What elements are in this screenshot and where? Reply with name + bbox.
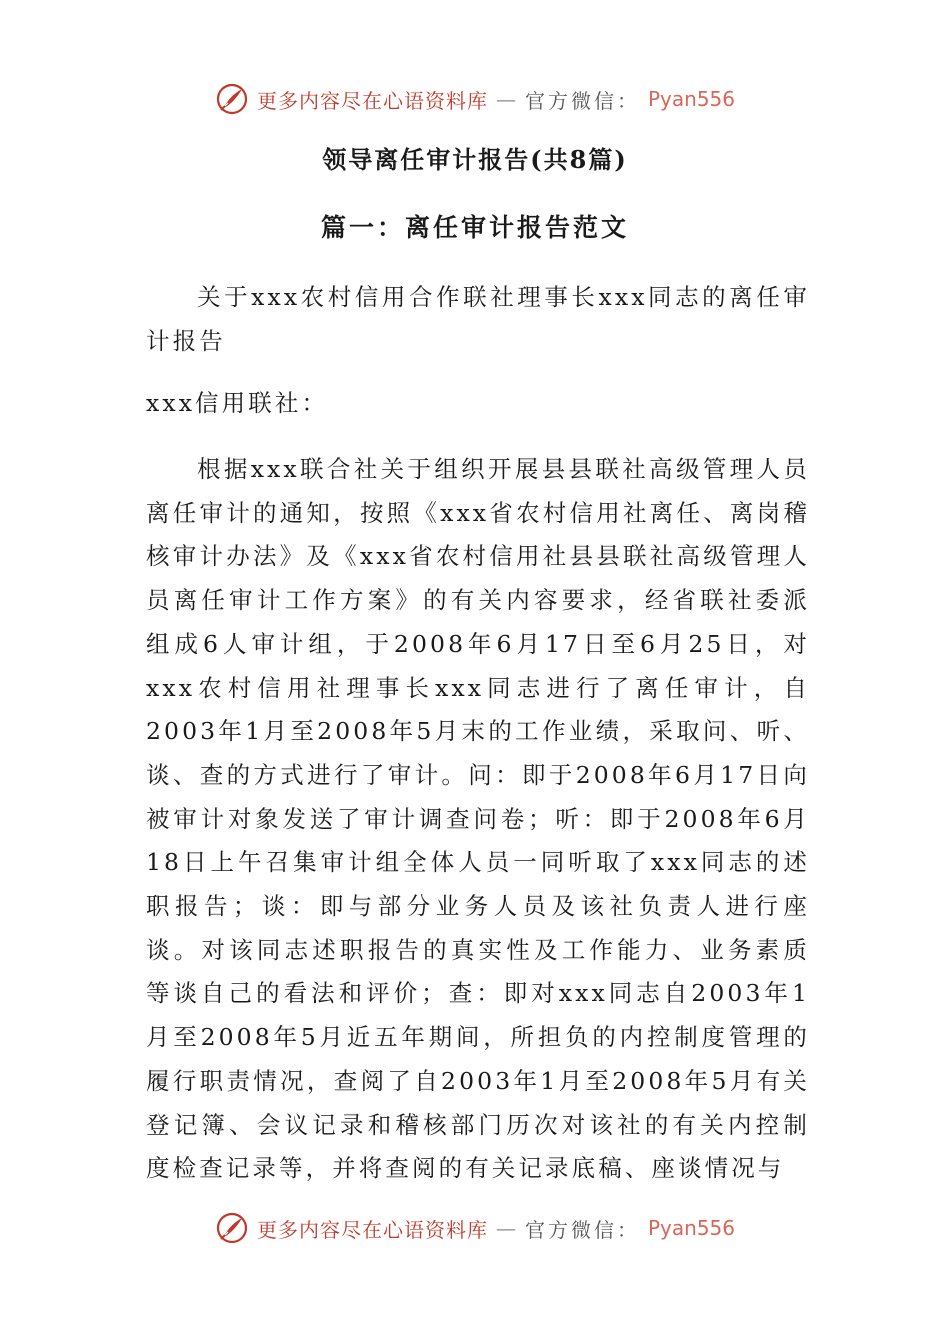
watermark-main-text: 更多内容尽在心语资料库 (256, 88, 488, 113)
document-title: 领导离任审计报告(共8篇) (322, 145, 628, 174)
quill-pen-logo-icon (215, 1211, 249, 1245)
report-subject: 关于xxx农村信用合作联社理事长xxx同志的离任审计报告 (146, 283, 810, 355)
watermark-header (0, 82, 950, 116)
watermark-wechat-label: 官方微信： (524, 1217, 640, 1242)
report-addressee: xxx信用联社： (146, 389, 329, 417)
watermark-dash: — (495, 87, 517, 111)
watermark-wechat-id: Pyan556 (647, 1216, 735, 1240)
watermark-wechat-id: Pyan556 (647, 87, 735, 111)
section-title: 篇一：离任审计报告范文 (320, 213, 629, 242)
watermark-dash: — (495, 1216, 517, 1240)
quill-pen-logo-icon (215, 82, 249, 116)
watermark-main-text: 更多内容尽在心语资料库 (256, 1217, 488, 1242)
watermark-wechat-label: 官方微信： (524, 88, 640, 113)
report-body-paragraph: 根据xxx联合社关于组织开展县县联社高级管理人员离任审计的通知，按照《xxx省农村信用社离任、离岗稽核审计办法》及《xxx省农村信用社县县联社高级管理人员离任审计工作方案》的有关内容要求，经省联社委派组成6人审计组，于2008年6月17日至6月25日，对xxx农村信用社理事长xxx同志进行了离任审计，自2003年1月至2008年5月末的工作业绩，采取问、听、谈、查的方式进行了审计。问：即于2008年6月17日向被审计对象发送了审计调查问卷；听：即于2008年6月18日上午召集审计组全体人员一同听取了xxx同志的述职报告；谈：即与部分业务人员及该社负责人进行座谈。对该同志述职报告的真实性及工作能力、业务素质等谈自己的看法和评价；查：即对xxx同志自2003年1月至2008年5月近五年期间，所担负的内控制度管理的履行职责情况，查阅了自2003年1月至2008年5月有关登记簿、会议记录和稽核部门历次对该社的有关内控制度检查记录等，并将查阅的有关记录底稿、座谈情况与 (146, 455, 810, 1183)
watermark-footer (0, 1211, 950, 1245)
